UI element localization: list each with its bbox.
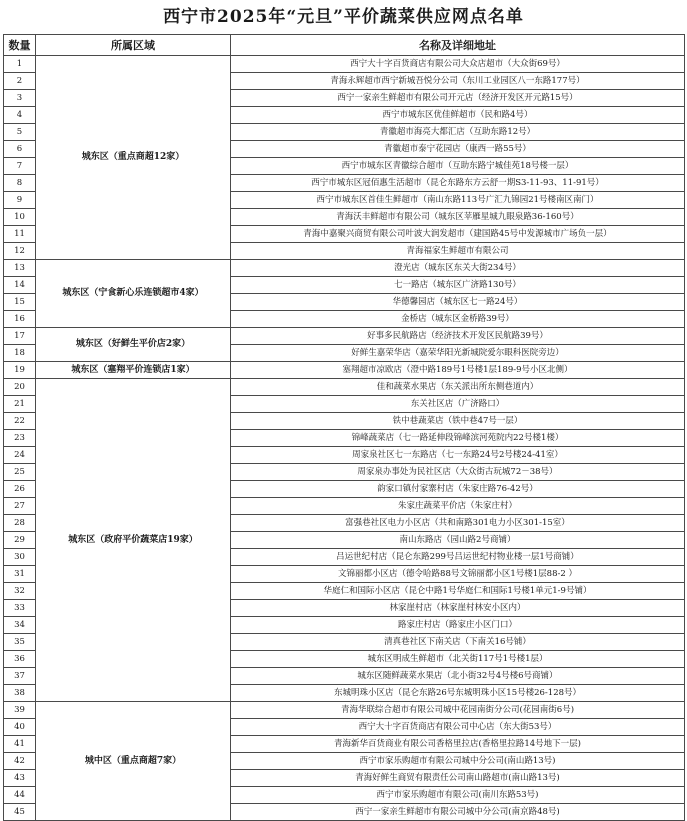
- row-number: 41: [4, 736, 36, 753]
- row-number: 20: [4, 379, 36, 396]
- row-number: 22: [4, 413, 36, 430]
- row-number: 1: [4, 56, 36, 73]
- outlet-name-address: 文锦丽都小区店（德令哈路88号文锦丽都小区1号楼1层88-2 ）: [231, 566, 685, 583]
- header-count: 数量: [4, 35, 36, 56]
- table-body: [4, 56, 685, 821]
- outlet-name-address: 朱家庄蔬菜平价店（朱家庄村）: [231, 498, 685, 515]
- row-number: 34: [4, 617, 36, 634]
- row-number: 35: [4, 634, 36, 651]
- outlet-name-address: 东关社区店（广济路口）: [231, 396, 685, 413]
- outlet-name-address: 华德馨园店（城东区七一路24号）: [231, 294, 685, 311]
- outlet-name-address: 西宁市家乐购超市有限公司(南川东路53号): [231, 787, 685, 804]
- outlet-name-address: 铁中巷蔬菜店（铁中巷47号一层）: [231, 413, 685, 430]
- row-number: 27: [4, 498, 36, 515]
- row-number: 19: [4, 362, 36, 379]
- row-number: 24: [4, 447, 36, 464]
- row-number: 26: [4, 481, 36, 498]
- outlet-name-address: 南山东路店（园山路2号商铺）: [231, 532, 685, 549]
- outlet-name-address: 西宁市城东区冠佰惠生活超市（昆仑东路东方云舒一期S3-11-93、11-91号）: [231, 175, 685, 192]
- outlet-name-address: 青海福家生鲜超市有限公司: [231, 243, 685, 260]
- outlet-name-address: 佳和蔬菜水果店（东关派出所东侧巷道内）: [231, 379, 685, 396]
- outlet-name-address: 青海新华百货商业有限公司香格里拉店(香格里拉路14号地下一层): [231, 736, 685, 753]
- table-row: [4, 260, 685, 277]
- outlets-table: [3, 34, 685, 821]
- outlet-name-address: 澄光店（城东区东关大街234号）: [231, 260, 685, 277]
- region-cell: 城东区（好鲜生平价店2家）: [36, 328, 231, 362]
- outlet-name-address: 城东区随鲜蔬菜水果店（北小街32号4号楼6号商铺）: [231, 668, 685, 685]
- outlet-name-address: 七一路店（城东区广济路130号）: [231, 277, 685, 294]
- row-number: 45: [4, 804, 36, 821]
- row-number: 37: [4, 668, 36, 685]
- outlet-name-address: 城东区明成生鲜超市（北关街117号1号楼1层）: [231, 651, 685, 668]
- row-number: 31: [4, 566, 36, 583]
- row-number: 3: [4, 90, 36, 107]
- outlet-name-address: 西宁一家亲生鲜超市有限公司城中分公司(南京路48号): [231, 804, 685, 821]
- outlet-name-address: 富强巷社区电力小区店（共和南路301电力小区301-15室）: [231, 515, 685, 532]
- row-number: 16: [4, 311, 36, 328]
- row-number: 15: [4, 294, 36, 311]
- outlet-name-address: 西宁一家亲生鲜超市有限公司开元店（经济开发区开元路15号）: [231, 90, 685, 107]
- row-number: 17: [4, 328, 36, 345]
- outlet-name-address: 西宁市城东区青徽综合超市（互助东路宁城佳苑18号楼一层）: [231, 158, 685, 175]
- outlet-name-address: 好事多民航路店（经济技术开发区民航路39号）: [231, 328, 685, 345]
- row-number: 33: [4, 600, 36, 617]
- outlet-name-address: 东城明珠小区店（昆仑东路26号东城明珠小区15号楼26-128号）: [231, 685, 685, 702]
- outlet-name-address: 青海好鲜生商贸有限责任公司南山路超市(南山路13号): [231, 770, 685, 787]
- row-number: 4: [4, 107, 36, 124]
- table-row: [4, 328, 685, 345]
- region-cell: 城中区（重点商超7家）: [36, 702, 231, 821]
- row-number: 2: [4, 73, 36, 90]
- table-row: [4, 702, 685, 719]
- row-number: 9: [4, 192, 36, 209]
- outlet-name-address: 西宁市城东区优佳鲜超市（民和路4号）: [231, 107, 685, 124]
- region-cell: 城东区（重点商超12家）: [36, 56, 231, 260]
- row-number: 12: [4, 243, 36, 260]
- row-number: 40: [4, 719, 36, 736]
- row-number: 23: [4, 430, 36, 447]
- outlet-name-address: 青徽超市海亮大都汇店（互助东路12号）: [231, 124, 685, 141]
- outlet-name-address: 青海中嘉聚兴商贸有限公司叶波大润发超市（建国路45号中发源城市广场负一层）: [231, 226, 685, 243]
- row-number: 30: [4, 549, 36, 566]
- outlet-name-address: 周家泉社区七一东路店（七一东路24号2号楼24-41室）: [231, 447, 685, 464]
- row-number: 7: [4, 158, 36, 175]
- row-number: 43: [4, 770, 36, 787]
- table-row: [4, 362, 685, 379]
- header-name-address: 名称及详细地址: [231, 35, 685, 56]
- outlet-name-address: 韵家口镇付家寨村店（朱家庄路76-42号）: [231, 481, 685, 498]
- outlet-name-address: 周家泉办事处为民社区店（大众街古玩城72－38号）: [231, 464, 685, 481]
- outlet-name-address: 林家崖村店（林家崖村林安小区内）: [231, 600, 685, 617]
- table-row: [4, 56, 685, 73]
- outlet-name-address: 塞翔超市凉欧店（澄中路189号1号楼1层189-9号小区北侧）: [231, 362, 685, 379]
- row-number: 13: [4, 260, 36, 277]
- outlet-name-address: 清真巷社区下南关店（下南关16号铺）: [231, 634, 685, 651]
- outlet-name-address: 青海沃丰鲜超市有限公司（城东区苹雁星城九眼泉路36-160号）: [231, 209, 685, 226]
- row-number: 44: [4, 787, 36, 804]
- row-number: 42: [4, 753, 36, 770]
- outlet-name-address: 西宁市城东区首佳生鲜超市（南山东路113号广汇九锦园21号楼南区南门）: [231, 192, 685, 209]
- outlet-name-address: 路家庄村店（路家庄小区门口）: [231, 617, 685, 634]
- table-row: [4, 379, 685, 396]
- outlet-name-address: 西宁大十字百货商店有限公司大众店超市（大众街69号）: [231, 56, 685, 73]
- outlet-name-address: 西宁市家乐购超市有限公司城中分公司(南山路13号): [231, 753, 685, 770]
- region-cell: 城东区（塞翔平价连锁店1家）: [36, 362, 231, 379]
- outlet-name-address: 华庭仁和国际小区店（昆仑中路1号华庭仁和国际1号楼1单元1-9号铺）: [231, 583, 685, 600]
- row-number: 36: [4, 651, 36, 668]
- row-number: 18: [4, 345, 36, 362]
- outlet-name-address: 好鲜生嘉荣华店（嘉荣华阳光新城院爱尔眼科医院旁边）: [231, 345, 685, 362]
- region-cell: 城东区（政府平价蔬菜店19家）: [36, 379, 231, 702]
- row-number: 14: [4, 277, 36, 294]
- row-number: 28: [4, 515, 36, 532]
- row-number: 29: [4, 532, 36, 549]
- row-number: 11: [4, 226, 36, 243]
- header-region: 所属区域: [36, 35, 231, 56]
- outlet-name-address: 锦峰蔬菜店（七一路延伸段锦峰滨河苑院内22号楼1楼）: [231, 430, 685, 447]
- document-title: 西宁市2025年“元旦”平价蔬菜供应网点名单: [163, 7, 524, 27]
- outlet-name-address: 金桥店（城东区金桥路39号）: [231, 311, 685, 328]
- row-number: 5: [4, 124, 36, 141]
- row-number: 10: [4, 209, 36, 226]
- row-number: 38: [4, 685, 36, 702]
- row-number: 8: [4, 175, 36, 192]
- outlet-name-address: 青徽超市泰宁花园店（康西一路55号）: [231, 141, 685, 158]
- row-number: 39: [4, 702, 36, 719]
- outlet-name-address: 青海永辉超市西宁新城吾悦分公司（东川工业园区八一东路177号）: [231, 73, 685, 90]
- outlet-name-address: 青海华联综合超市有限公司城中花园南街分公司(花园南街6号): [231, 702, 685, 719]
- region-cell: 城东区（宁食新心乐连锁超市4家）: [36, 260, 231, 328]
- outlet-name-address: 西宁大十字百货商店有限公司中心店（东大街53号）: [231, 719, 685, 736]
- row-number: 32: [4, 583, 36, 600]
- row-number: 25: [4, 464, 36, 481]
- outlet-name-address: 吕运世纪村店（昆仑东路299号吕运世纪村物业楼一层1号商铺）: [231, 549, 685, 566]
- table-header-row: [4, 35, 685, 56]
- row-number: 21: [4, 396, 36, 413]
- row-number: 6: [4, 141, 36, 158]
